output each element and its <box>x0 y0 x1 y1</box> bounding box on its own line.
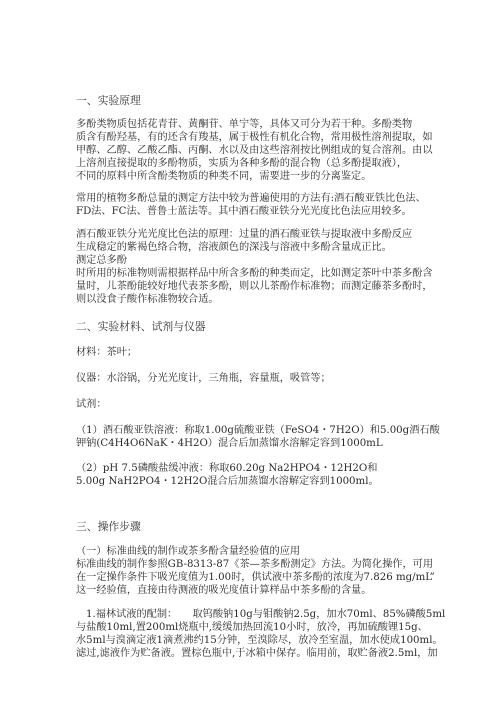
paragraph-line: 不同的原料中所含酚类物质的种类不同，需要进一步的分离鉴定。 <box>76 171 372 182</box>
paragraph-line: 与盐酸10ml,置200ml烧瓶中,缓缓加热回流10小时，放冷，再加硫酸锂15g、 <box>76 622 428 633</box>
paragraph-line: 常用的植物多酚总量的测定方法中较为普遍使用的方法有:酒石酸亚铁比色法、 <box>76 193 426 204</box>
paragraph-line: （一）标准曲线的制作或茶多酚含量经验值的应用 <box>76 546 301 557</box>
paragraph-line: 甲醇、乙醇、乙酸乙酯、丙酮、水以及由这些溶剂按比例组成的复合溶剂。由以 <box>76 145 433 156</box>
paragraph-line: （2）pH 7.5磷酸盐缓冲液：称取60.20g Na2HPO4・12H2O和 <box>76 463 378 474</box>
paragraph-line: 滤过,滤液作为贮备液。置棕色瓶中,于冰箱中保存。临用前，取贮备液2.5ml，加 <box>76 648 438 659</box>
section-heading-principle: 一、实验原理 <box>76 94 141 107</box>
paragraph-line: 量时，儿茶酚能较好地代表茶多酚，则以儿茶酚作标准物；而测定藤茶多酚时， <box>76 281 433 292</box>
paragraph-line: 多酚类物质包括花青苷、黄酮苷、单宁等，具体又可分为若干种。多酚类物 <box>76 119 413 130</box>
paragraph-line: 材料：茶叶； <box>76 347 138 358</box>
section-heading-materials: 二、实验材料、试剂与仪器 <box>76 320 206 333</box>
paragraph-line: 标准曲线的制作参照GB-8313-87《茶—茶多酚测定》方法。为简化操作，可用 <box>76 559 434 570</box>
paragraph-line: 仪器：水浴锅，分光光度计，三角瓶，容量瓶，吸管等； <box>76 373 331 384</box>
paragraph-line: 试剂： <box>76 399 107 410</box>
paragraph-line: 生成稳定的紫褐色络合物，溶液颜色的深浅与溶液中多酚含量成正比。 <box>76 242 392 253</box>
paragraph-line: 质含有酚羟基，有的还含有羧基，属于极性有机化合物，常用极性溶剂提取，如 <box>76 132 433 143</box>
paragraph-line: 5.00g NaH2PO4・12H2O混合后加蒸馏水溶解定容到1000ml。 <box>76 476 379 487</box>
paragraph-line: 1.福林试液的配制： 取钨酸钠10g与钼酸钠2.5g，加水70ml、85%磷酸5ml <box>86 609 446 620</box>
paragraph-line: 测定总多酚 <box>76 255 127 266</box>
section-heading-procedure: 三、操作步骤 <box>76 520 141 533</box>
paragraph-line: FD法、FC法、普鲁士蓝法等。其中酒石酸亚铁分光光度比色法应用较多。 <box>76 206 412 217</box>
paragraph-line: （1）酒石酸亚铁溶液：称取1.00g硫酸亚铁（FeSO4・7H2O）和5.00g酒石酸 <box>76 425 440 436</box>
paragraph-line: 这一经验值，直接由待测液的吸光度值计算样品中茶多酚的含量。 <box>76 585 372 596</box>
paragraph-line: 水5ml与溴滴定液1滴煮沸约15分钟，至溴除尽，放冷至室温，加水使成100ml。 <box>76 635 443 646</box>
paragraph-line: 酒石酸亚铁分光光度比色法的原理：过量的酒石酸亚铁与提取液中多酚反应 <box>76 229 413 240</box>
paragraph-line: 时所用的标准物则需根据样品中所含多酚的种类而定，比如测定茶叶中茶多酚含 <box>76 268 433 279</box>
paragraph-line: 在一定操作条件下吸光度值为1.00时，供试液中茶多酚的浓度为7.826 mg/mL” <box>76 572 435 583</box>
paragraph-line: 钾钠(C4H4O6NaK・4H2O）混合后加蒸馏水溶解定容到1000mL <box>76 438 383 449</box>
paragraph-line: 上溶剂直接提取的多酚物质，实质为各种多酚的混合物（总多酚提取液）， <box>76 158 408 169</box>
paragraph-line: 则以没食子酸作标准物较合适。 <box>76 294 219 305</box>
